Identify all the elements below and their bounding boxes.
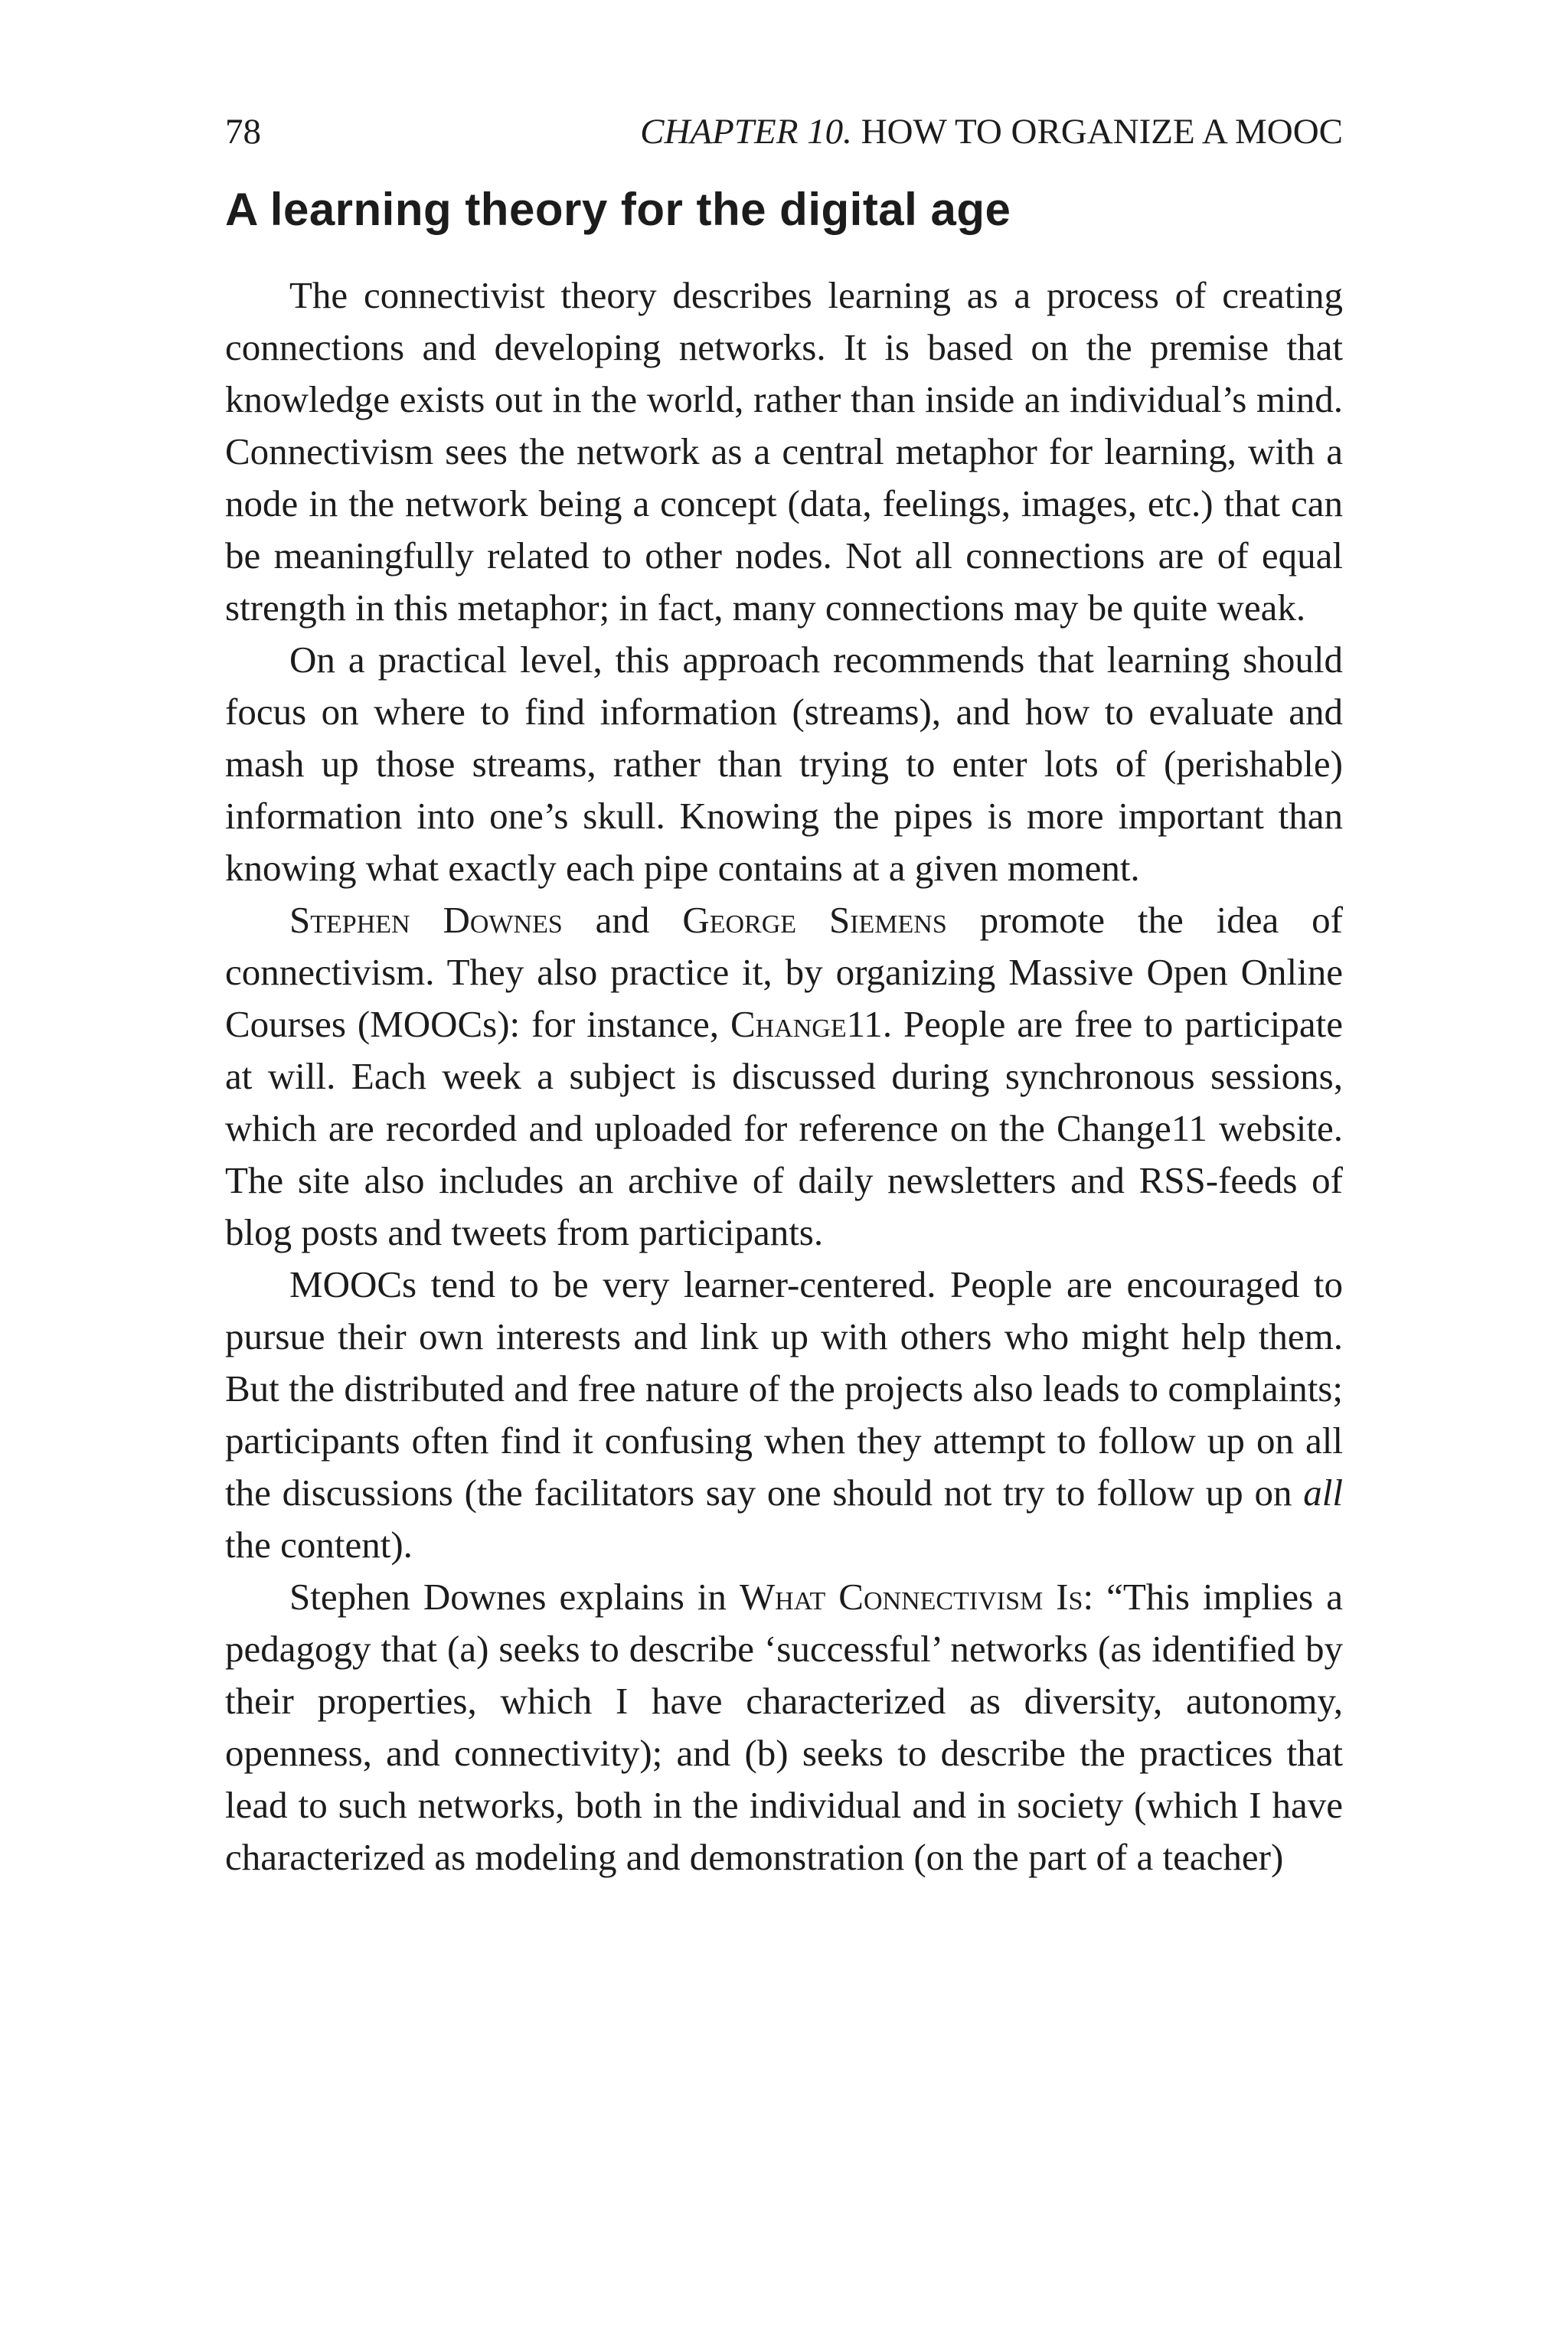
section-title: A learning theory for the digital age <box>225 184 1011 235</box>
chapter-title: HOW TO ORGANIZE A MOOC <box>861 112 1343 152</box>
paragraph-4 <box>225 1259 1343 1571</box>
person-name-george-siemens: George Siemens <box>682 899 947 941</box>
emphasis-all: all <box>1303 1472 1343 1514</box>
paragraph-4-text-a: MOOCs tend to be very learner-centered. People are encouraged to pursue their own interests and link up with others who might help them. But the distributed and free nature of the projects also leads to complaints; participants often find it confusing when they attempt to follow up on all the discussions (the facilitators say one should not try to follow up on <box>225 1263 1343 1514</box>
work-title-what-connectivism-is: What Connectivism Is <box>739 1576 1083 1618</box>
paragraph-3-text-b: . People are free to participate at will. Each week a subject is discussed during synchronous sessions, which are recorded and uploaded for reference on the Change11 website. The site also includes an archive of daily newsletters and RSS-feeds of blog posts and tweets from participants. <box>225 1003 1343 1253</box>
paragraph-1: The connectivist theory describes learning as a process of creating connections and developing networks. It is based on the premise that knowledge exists out in the world, rather than inside an individual’s mind. Connectivism sees the network as a central metaphor for learning, with a node in the network being a concept (data, feelings, images, etc.) that can be meaningfully related to other nodes. Not all connections are of equal strength in this metaphor; in fact, many connections may be quite weak. <box>225 274 1343 629</box>
paragraph-5-text-a: Stephen Downes explains in <box>289 1576 740 1618</box>
paragraph-3-conjunction: and <box>562 899 683 941</box>
person-name-stephen-downes: Stephen Downes <box>289 899 563 941</box>
paragraph-5 <box>225 1571 1343 1883</box>
paragraph-3-text-a: promote the idea of connectivism. They also practice it, by organizing Massive Open Online Courses (MOOCs): for instance, <box>225 899 1343 1045</box>
running-head <box>225 101 1343 162</box>
course-name-change11: Change11 <box>730 1003 883 1045</box>
body-text <box>225 270 1343 1883</box>
paragraph-3 <box>225 894 1343 1259</box>
chapter-heading <box>640 101 1343 162</box>
paragraph-5-text-b: : “This implies a pedagogy that (a) seeks to describe ‘successful’ networks (as identified by their properties, which I have characterized as diversity, autonomy, openness, and connectivity); and (b) seeks to describe the practices that lead to such networks, both in the individual and in society (which I have characterized as modeling and demonstration (on the part of a teacher) <box>225 1576 1344 1878</box>
paragraph-2: On a practical level, this approach recommends that learning should focus on where to find information (streams), and how to evaluate and mash up those streams, rather than trying to enter lots of (perishable) information into one’s skull. Knowing the pipes is more important than knowing what exactly each pipe contains at a given moment. <box>225 639 1343 889</box>
paragraph-4-text-b: the content). <box>225 1524 413 1566</box>
chapter-label: CHAPTER 10. <box>640 112 852 152</box>
page-number: 78 <box>225 112 261 152</box>
